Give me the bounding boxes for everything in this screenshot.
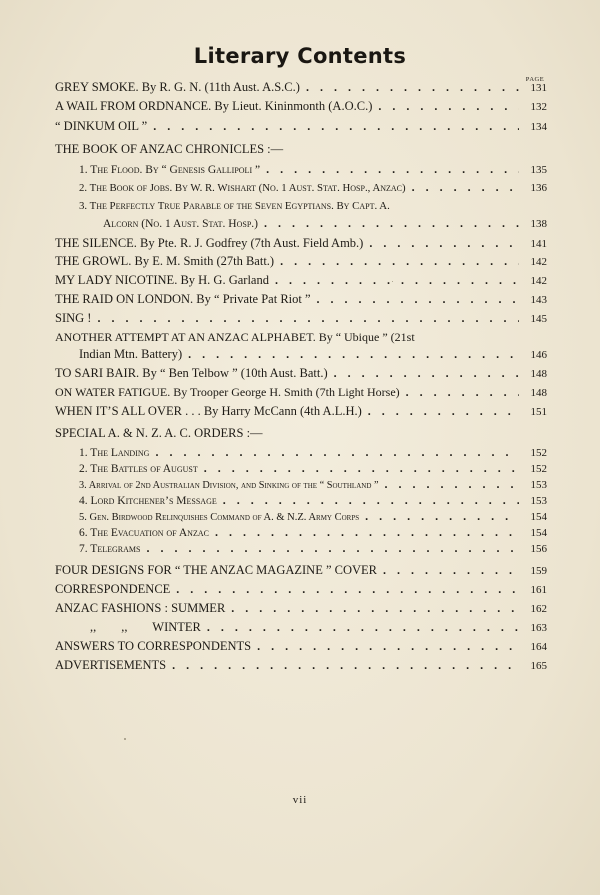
toc-entry-line: ANOTHER ATTEMPT AT AN ANZAC ALPHABET. By “ Ubique ” (21st <box>55 330 415 344</box>
toc-entry: 7. Telegrams . . . 156 <box>79 540 547 556</box>
toc-section-heading: THE BOOK OF ANZAC CHRONICLES :— <box>55 142 284 156</box>
page-title: Literary Contents <box>193 44 407 68</box>
paper-speck <box>392 281 393 282</box>
toc-entry: THE SILENCE. By Pte. R. J. Godfrey (7th Aust. Field Amb.) . . . 141 <box>55 235 547 251</box>
toc-entry: CORRESPONDENCE . . . 161 <box>55 581 547 597</box>
toc-entry: 1. The Landing . . . 152 <box>79 444 547 460</box>
toc-entry-line: 3. The Perfectly True Parable of the Seven Egyptians. By Capt. A. <box>79 200 390 212</box>
toc-entry: THE GROWL. By E. M. Smith (27th Batt.) . . . 142 <box>55 253 547 269</box>
toc-entry: THE RAID ON LONDON. By “ Private Pat Riot ” . . . 143 <box>55 291 547 307</box>
page-number: vii <box>292 794 308 806</box>
toc-entry: WHEN IT’S ALL OVER . . . By Harry McCann (4th A.L.H.) . . . 151 <box>55 403 547 419</box>
toc-entry: ON WATER FATIGUE. By Trooper George H. Smith (7th Light Horse) . . . 148 <box>55 384 547 400</box>
toc-entry: ,, ,, WINTER . . . 163 <box>90 619 547 635</box>
toc-entry: “ DINKUM OIL ” . . . 134 <box>55 118 547 134</box>
toc-entry: 3. Arrival of 2nd Australian Division, and Sinking of the “ Southland ” . . . 153 <box>79 476 547 492</box>
toc-entry: 4. Lord Kitchener’s Message . . . 153 <box>79 492 547 508</box>
toc-entry: 2. The Battles of August . . . 152 <box>79 460 547 476</box>
toc-entry: ANSWERS TO CORRESPONDENTS . . . 164 <box>55 638 547 654</box>
toc-entry: 6. The Evacuation of Anzac . . . 154 <box>79 524 547 540</box>
toc-entry: A WAIL FROM ORDNANCE. By Lieut. Kininmonth (A.O.C.) . . . 132 <box>55 98 547 114</box>
paper-speck <box>124 738 126 740</box>
toc-entry: GREY SMOKE. By R. G. N. (11th Aust. A.S.C.) . . . 131 <box>55 79 547 95</box>
page-column-label: PAGE <box>525 76 545 83</box>
toc-entry: FOUR DESIGNS FOR “ THE ANZAC MAGAZINE ” COVER . . . 159 <box>55 562 547 578</box>
toc-entry: ANZAC FASHIONS : SUMMER . . . 162 <box>55 600 547 616</box>
toc-entry: MY LADY NICOTINE. By H. G. Garland . . . 142 <box>55 272 547 288</box>
toc-entry-continuation: Indian Mtn. Battery) . . . 146 <box>79 346 547 362</box>
toc-entry: SING ! . . . 145 <box>55 310 547 326</box>
toc-entry: ADVERTISEMENTS . . . 165 <box>55 657 547 673</box>
toc-section-heading: SPECIAL A. & N. Z. A. C. ORDERS :— <box>55 426 263 440</box>
toc-entry: 1. The Flood. By “ Genesis Gallipoli ” . . . 135 <box>79 161 547 177</box>
toc-entry: 2. The Book of Jobs. By W. R. Wishart (No. 1 Aust. Stat. Hosp., Anzac) . . . 136 <box>79 179 547 195</box>
toc-entry-continuation: Alcorn (No. 1 Aust. Stat. Hosp.) . . . 138 <box>103 215 547 231</box>
toc-entry: 5. Gen. Birdwood Relinquishes Command of A. & N.Z. Army Corps . . . 154 <box>79 508 547 524</box>
toc-entry: TO SARI BAIR. By “ Ben Telbow ” (10th Aust. Batt.) . . . 148 <box>55 365 547 381</box>
